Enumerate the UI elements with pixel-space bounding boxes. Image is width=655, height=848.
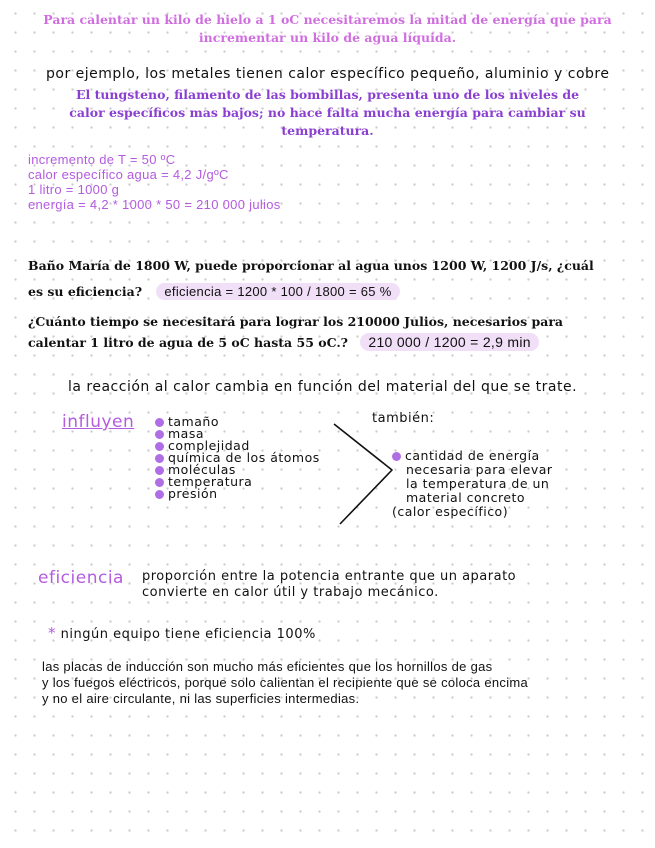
- bullet-dot: [155, 490, 164, 499]
- placas-line-3: y no el aire circulante, ni las superficies intermedias.: [42, 691, 360, 706]
- tambien-line: necesaria para elevar: [406, 462, 553, 477]
- note-text: ningún equipo tiene eficiencia 100%: [60, 627, 316, 642]
- question-1-answer: eficiencia = 1200 * 100 / 1800 = 65 %: [156, 283, 399, 300]
- influyen-item: química de los átomos: [155, 452, 320, 464]
- influyen-item: masa: [155, 428, 320, 440]
- tungsten-paragraph: [0, 86, 655, 140]
- bullet-dot: [155, 466, 164, 475]
- placas-line-2: y los fuegos eléctricos, porque solo calientan el recipiente que se coloca encima: [42, 675, 529, 690]
- question-2-answer: 210 000 / 1200 = 2,9 min: [360, 333, 539, 351]
- calc-line-increment: incremento de T = 50 ºC: [28, 152, 176, 167]
- example-handwritten: por ejemplo, los metales tienen calor específico pequeño, aluminio y cobre: [46, 66, 610, 82]
- eficiencia-definition: [142, 569, 516, 601]
- intro-text: [0, 11, 655, 47]
- bullet-dot: [392, 452, 401, 461]
- eficiencia-line-2: convierte en calor útil y trabajo mecánico.: [142, 585, 439, 600]
- intro-line-1: Para calentar un kilo de hielo a 1 oC necesitaremos la mitad de energía que para: [43, 12, 612, 27]
- bullet-dot: [155, 454, 164, 463]
- calc-block: [28, 152, 281, 212]
- tambien-line: material concreto: [406, 490, 526, 505]
- question-2-line-2: [28, 332, 563, 353]
- intro-line-2: incrementar un kilo de agua líquida.: [198, 30, 457, 45]
- influyen-item: moléculas: [155, 464, 320, 476]
- note-line: [48, 624, 316, 642]
- eficiencia-line-1: proporción entre la potencia entrante que un aparato: [142, 569, 517, 584]
- bullet-dot: [155, 478, 164, 487]
- tungsten-line-3: temperatura.: [281, 123, 374, 138]
- tambien-line: (calor específico): [392, 504, 509, 519]
- question-1-line-2-text: es su eficiencia?: [28, 284, 143, 299]
- calc-line-specific-heat: calor específico agua = 4,2 J/gºC: [28, 167, 229, 182]
- question-2: [28, 312, 563, 353]
- tambien-line: la temperatura de un: [406, 476, 550, 491]
- question-1: [28, 253, 594, 305]
- tungsten-line-1: El tungsteno, filamento de las bombillas, presenta uno de los niveles de: [75, 87, 580, 102]
- question-2-line-1: ¿Cuánto tiempo se necesitará para lograr los 210000 Julios, necesarios para: [28, 314, 564, 329]
- eficiencia-title: eficiencia: [38, 568, 124, 588]
- reaction-text: la reacción al calor cambia en función del material del que se trate.: [68, 379, 578, 395]
- bullet-dot: [155, 442, 164, 451]
- question-1-line-1: Baño María de 1800 W, puede proporcionar al agua unos 1200 W, 1200 J/s, ¿cuál: [28, 258, 594, 273]
- tungsten-line-2: calor específicos mas bajos; no hace falta mucha energía para cambiar su: [69, 105, 586, 120]
- question-2-line-2-text: calentar 1 litro de agua de 5 oC hasta 55 oC.?: [28, 335, 349, 350]
- asterisk-icon: *: [48, 624, 56, 642]
- bullet-dot: [155, 430, 164, 439]
- bullet-dot: [155, 418, 164, 427]
- calc-line-energy: energía = 4,2 * 1000 * 50 = 210 000 julios: [28, 197, 281, 212]
- placas-line-1: las placas de inducción son mucho más eficientes que los hornillos de gas: [42, 659, 493, 674]
- influyen-title: influyen: [62, 412, 135, 432]
- influyen-list: [155, 416, 320, 500]
- tambien-block: [392, 449, 553, 519]
- arrow-chevron-icon: [330, 420, 400, 530]
- influyen-item: temperatura: [155, 476, 320, 488]
- influyen-item: tamaño: [155, 416, 320, 428]
- calc-line-liter: 1 litro = 1000 g: [28, 182, 120, 197]
- placas-paragraph: [42, 659, 528, 707]
- question-1-line-2: [28, 279, 594, 305]
- influyen-item: presión: [155, 488, 320, 500]
- influyen-item: complejidad: [155, 440, 320, 452]
- tambien-line: cantidad de energía: [392, 449, 553, 463]
- tambien-title: también:: [372, 411, 435, 426]
